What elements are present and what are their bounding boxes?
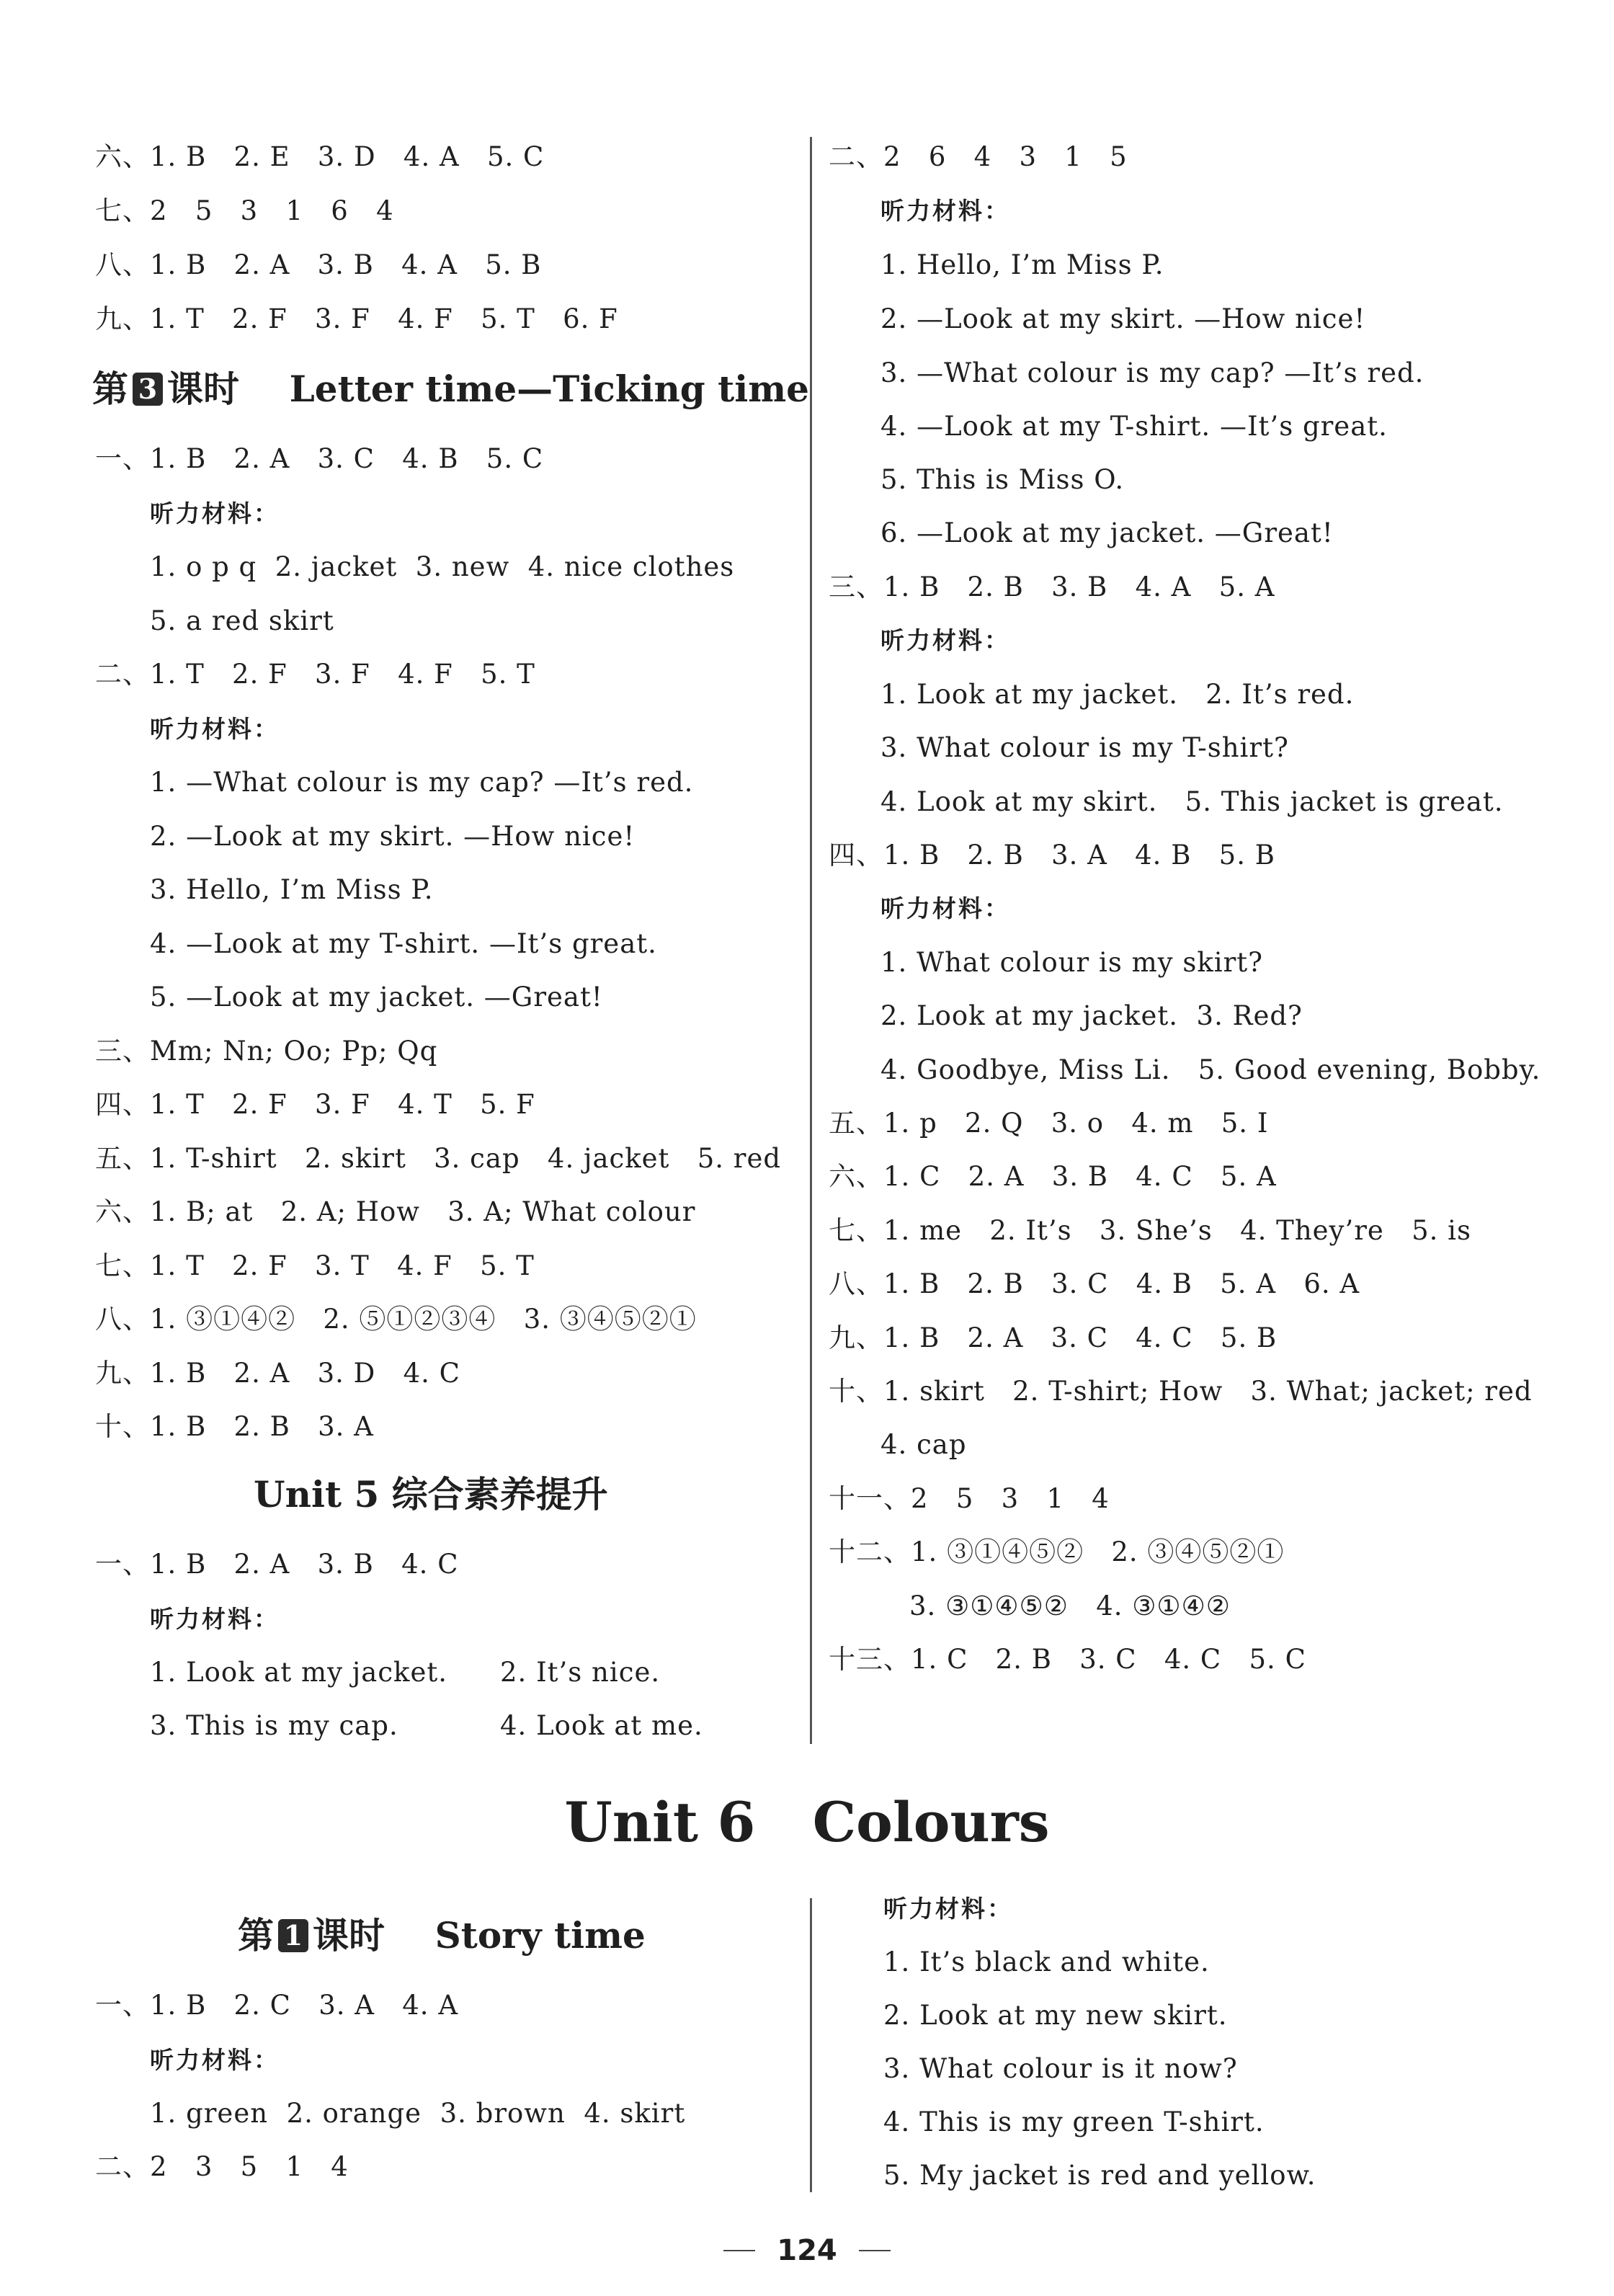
answer-line: 4. Look at me. xyxy=(500,1710,703,1741)
answer-line: 六、1. B 2. E 3. D 4. A 5. C xyxy=(95,141,545,172)
answer-line: 一、1. B 2. C 3. A 4. A xyxy=(95,1990,459,2021)
answer-line: 3. Hello, I’m Miss P. xyxy=(150,874,434,905)
listening-label: 听力材料： xyxy=(883,1895,1013,1923)
answer-line: 1. It’s black and white. xyxy=(883,1946,1210,1977)
answer-line: 4. —Look at my T-shirt. —It’s great. xyxy=(150,928,657,959)
answer-line: 六、1. C 2. A 3. B 4. C 5. A xyxy=(829,1161,1277,1192)
unit5-heading: Unit 5 综合素养提升 xyxy=(254,1473,608,1516)
listening-label: 听力材料： xyxy=(880,626,1010,654)
answer-line: 五、1. T-shirt 2. skirt 3. cap 4. jacket 5. red xyxy=(95,1143,782,1174)
answer-line: 十三、1. C 2. B 3. C 4. C 5. C xyxy=(829,1644,1306,1675)
answer-line: 二、1. T 2. F 3. F 4. F 5. T xyxy=(95,659,535,690)
answer-line: 5. This is Miss O. xyxy=(880,464,1125,495)
answer-line: 4. cap xyxy=(880,1429,967,1460)
answer-line: 一、1. B 2. A 3. B 4. C xyxy=(95,1549,459,1580)
answer-line: 3. This is my cap. xyxy=(150,1710,398,1741)
answer-line: 2. —Look at my skirt. —How nice! xyxy=(880,303,1366,334)
answer-line: 4. Look at my skirt. 5. This jacket is great. xyxy=(880,786,1504,817)
listening-label: 听力材料： xyxy=(150,1605,280,1633)
answer-line: 1. Hello, I’m Miss P. xyxy=(880,249,1164,280)
column-divider xyxy=(810,137,812,1744)
page-number-dash xyxy=(723,2250,755,2251)
answer-line: 4. This is my green T-shirt. xyxy=(883,2106,1265,2137)
answer-line: 七、1. me 2. It’s 3. She’s 4. They’re 5. is xyxy=(829,1215,1471,1246)
answer-line: 4. —Look at my T-shirt. —It’s great. xyxy=(880,411,1388,442)
answer-line: 八、1. B 2. B 3. C 4. B 5. A 6. A xyxy=(829,1268,1360,1299)
unit6-lesson1-heading: 第 1 课时 Story time xyxy=(238,1914,646,1957)
answer-line: 一、1. B 2. A 3. C 4. B 5. C xyxy=(95,443,544,474)
answer-line: 1. What colour is my skirt? xyxy=(880,947,1263,978)
listening-label: 听力材料： xyxy=(880,894,1010,922)
answer-line: 3. What colour is my T-shirt? xyxy=(880,732,1289,763)
answer-line: 五、1. p 2. Q 3. o 4. m 5. I xyxy=(829,1108,1269,1139)
answer-line: 3. —What colour is my cap? —It’s red. xyxy=(880,357,1424,388)
column-divider xyxy=(810,1898,812,2192)
answer-line: 3. ③①④⑤② 4. ③①④② xyxy=(909,1590,1231,1621)
answer-line: 1. Look at my jacket. 2. It’s red. xyxy=(880,679,1355,710)
answer-line: 八、1. ③①④② 2. ⑤①②③④ 3. ③④⑤②① xyxy=(95,1304,697,1335)
lesson3-heading: 第 3 课时 Letter time—Ticking time xyxy=(92,368,809,410)
answer-line: 十二、1. ③①④⑤② 2. ③④⑤②① xyxy=(829,1536,1285,1567)
answer-line: 2. Look at my jacket. 3. Red? xyxy=(880,1000,1303,1031)
answer-line: 4. Goodbye, Miss Li. 5. Good evening, Bobby. xyxy=(880,1054,1541,1085)
answer-line: 七、2 5 3 1 6 4 xyxy=(95,195,394,226)
answer-line: 八、1. B 2. A 3. B 4. A 5. B xyxy=(95,249,542,280)
answer-line: 1. o p q 2. jacket 3. new 4. nice clothes xyxy=(150,551,735,582)
answer-line: 二、2 6 4 3 1 5 xyxy=(829,141,1128,172)
listening-label: 听力材料： xyxy=(150,2046,280,2074)
answer-line: 2. —Look at my skirt. —How nice! xyxy=(150,821,636,852)
answer-line: 6. —Look at my jacket. —Great! xyxy=(880,517,1334,548)
answer-line: 三、1. B 2. B 3. B 4. A 5. A xyxy=(829,571,1275,602)
answer-line: 九、1. B 2. A 3. D 4. C xyxy=(95,1358,460,1389)
answer-line: 十、1. B 2. B 3. A xyxy=(95,1411,374,1442)
lesson-number-badge: 1 xyxy=(278,1919,308,1952)
answer-line: 1. green 2. orange 3. brown 4. skirt xyxy=(150,2098,686,2129)
answer-line: 九、1. B 2. A 3. C 4. C 5. B xyxy=(829,1322,1278,1353)
answer-line: 1. Look at my jacket. xyxy=(150,1657,448,1688)
answer-line: 2. Look at my new skirt. xyxy=(883,2000,1228,2031)
answer-line: 四、1. B 2. B 3. A 4. B 5. B xyxy=(829,840,1275,871)
answer-line: 5. My jacket is red and yellow. xyxy=(883,2160,1316,2191)
answer-line: 十、1. skirt 2. T-shirt; How 3. What; jacket; red xyxy=(829,1376,1533,1407)
page-number: 124 xyxy=(0,2233,1614,2269)
answer-line: 3. What colour is it now? xyxy=(883,2053,1238,2084)
answer-line: 2. It’s nice. xyxy=(500,1657,661,1688)
listening-label: 听力材料： xyxy=(880,197,1010,225)
answer-line: 1. —What colour is my cap? —It’s red. xyxy=(150,767,694,798)
answer-line: 四、1. T 2. F 3. F 4. T 5. F xyxy=(95,1089,535,1120)
answer-line: 六、1. B; at 2. A; How 3. A; What colour xyxy=(95,1196,696,1227)
unit6-title: Unit 6 Colours xyxy=(564,1790,1050,1854)
listening-label: 听力材料： xyxy=(150,715,280,743)
answer-line: 七、1. T 2. F 3. T 4. F 5. T xyxy=(95,1250,535,1281)
answer-line: 三、Mm; Nn; Oo; Pp; Qq xyxy=(95,1036,438,1067)
answer-line: 九、1. T 2. F 3. F 4. F 5. T 6. F xyxy=(95,303,618,334)
page-number-dash xyxy=(859,2250,891,2251)
listening-label: 听力材料： xyxy=(150,499,280,528)
answer-line: 5. a red skirt xyxy=(150,605,334,636)
lesson-number-badge: 3 xyxy=(133,373,163,406)
answer-line: 二、2 3 5 1 4 xyxy=(95,2151,349,2182)
answer-line: 十一、2 5 3 1 4 xyxy=(829,1483,1110,1514)
answer-line: 5. —Look at my jacket. —Great! xyxy=(150,982,603,1013)
